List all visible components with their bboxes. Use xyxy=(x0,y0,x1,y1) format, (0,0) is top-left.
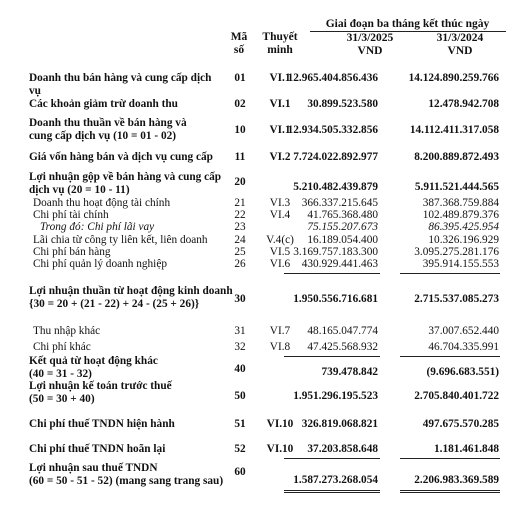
row-value-2024: 37.007.652.440 xyxy=(428,325,499,337)
row-label xyxy=(29,171,229,196)
period-header: Giai đoạn ba tháng kết thúc ngày xyxy=(325,18,490,30)
row-label: Chi phí quản lý doanh nghiệp xyxy=(33,258,167,270)
row-label-line1: Lợi nhuận kế toán trước thuế xyxy=(29,380,172,392)
note-header-line2: minh xyxy=(267,44,293,56)
row-value-2024: 14.112.411.317.058 xyxy=(409,124,499,136)
row-note: VI.7 xyxy=(269,325,291,337)
row-label: Thu nhập khác xyxy=(33,325,101,337)
row-value-2024: 395.914.155.553 xyxy=(422,258,499,270)
row-code: 32 xyxy=(234,341,246,353)
row-value-2024: 10.326.196.929 xyxy=(428,234,499,246)
row-label: Chi phí bán hàng xyxy=(33,246,111,258)
row-code: 23 xyxy=(234,221,246,233)
row-value-2024: 46.704.335.991 xyxy=(428,341,499,353)
row-label xyxy=(29,355,219,380)
row-value-2025: 739.478.842 xyxy=(321,366,378,378)
code-column-header xyxy=(222,31,256,57)
row-label: Các khoản giảm trừ doanh thu xyxy=(29,98,178,110)
row-value-2025: 3.169.757.183.300 xyxy=(293,246,378,258)
row-label: Doanh thu bán hàng và cung cấp dịch vụ xyxy=(29,72,212,97)
row-note: VI.10 xyxy=(266,418,294,430)
row-label: Chi phí tài chính xyxy=(33,209,109,221)
row-value-2024: 497.675.570.285 xyxy=(422,418,499,430)
row-note: VI.10 xyxy=(266,443,294,455)
row-label-line1: Lợi nhuận thuần từ hoạt động kinh doanh xyxy=(29,285,233,297)
currency1-header: VND xyxy=(357,45,383,57)
row-label xyxy=(29,117,219,142)
row-label-line1: Lợi nhuận gộp về bán hàng và cung cấp xyxy=(29,171,222,183)
row-value-2025: 16.189.054.400 xyxy=(307,234,378,246)
row-label: Trong đó: Chi phí lãi vay xyxy=(40,221,155,233)
row-code: 26 xyxy=(234,258,246,270)
row-code: 60 xyxy=(234,466,246,478)
row-value-2025: 1.951.296.195.523 xyxy=(293,390,378,402)
row-label-line1: Lợi nhuận sau thuế TNDN xyxy=(29,462,158,474)
row-value-2025: 41.765.368.480 xyxy=(307,209,378,221)
row-value-2025: 1.950.556.716.681 xyxy=(293,293,378,305)
row-value-2024: 2.715.537.085.273 xyxy=(414,293,499,305)
row-note: VI.5 xyxy=(269,246,291,258)
code-header-line1: Mã xyxy=(230,31,248,43)
row-value-2024: 102.489.879.376 xyxy=(422,209,499,221)
row-value-2025: 12.934.505.332.856 xyxy=(287,124,378,136)
row-label-line2: {30 = 20 + (21 - 22) + 24 - (25 + 26)} xyxy=(29,297,200,310)
total-rule-2024 xyxy=(400,458,500,459)
row-code: 02 xyxy=(234,98,246,110)
date2-header: 31/3/2024 xyxy=(436,32,484,44)
row-value-2025: 48.165.047.774 xyxy=(307,325,378,337)
row-code: 52 xyxy=(234,443,246,455)
row-value-2025: 47.425.568.932 xyxy=(307,341,378,353)
row-code: 20 xyxy=(234,176,246,188)
row-note: VI.4 xyxy=(269,209,291,221)
row-value-2025: 430.929.441.463 xyxy=(301,258,378,270)
row-label: Giá vốn hàng bán và dịch vụ cung cấp xyxy=(29,151,213,163)
row-code: 51 xyxy=(234,418,246,430)
row-value-2024: 2.206.983.369.589 xyxy=(414,474,499,486)
row-value-2024: 387.368.759.884 xyxy=(422,197,499,209)
row-note: VI.2 xyxy=(269,151,291,163)
note-column-header xyxy=(256,31,304,57)
row-note: V.4(c) xyxy=(266,234,294,246)
row-label: Chi phí thuế TNDN hoãn lại xyxy=(29,443,166,455)
row-label xyxy=(29,462,244,487)
row-label: Lãi chia từ công ty liên kết, liên doanh xyxy=(33,234,208,246)
row-value-2025: 5.210.482.439.879 xyxy=(293,181,378,193)
row-note: VI.1 xyxy=(269,72,291,84)
note-header-line1: Thuyết xyxy=(262,31,298,43)
date1-header: 31/3/2025 xyxy=(346,32,394,44)
row-note: VI.6 xyxy=(269,258,291,270)
row-label-line2: cung cấp dịch vụ (10 = 01 - 02) xyxy=(29,129,177,142)
row-value-2025: 1.587.273.268.054 xyxy=(293,474,378,486)
row-code: 25 xyxy=(234,246,246,258)
row-code: 22 xyxy=(234,209,246,221)
row-note: VI.3 xyxy=(269,197,291,209)
row-label: Chi phí thuế TNDN hiện hành xyxy=(29,418,175,430)
row-code: 10 xyxy=(234,124,246,136)
row-label xyxy=(29,285,244,310)
row-value-2025: 326.819.068.821 xyxy=(301,418,378,430)
row-value-2025: 366.337.215.645 xyxy=(301,197,378,209)
subtotal-rule-2024 xyxy=(400,356,500,357)
row-code: 40 xyxy=(234,363,246,375)
row-note: VI.8 xyxy=(269,341,291,353)
subtotal-rule-2025 xyxy=(284,356,380,357)
currency2-header: VND xyxy=(447,45,473,57)
row-value-2025: 37.203.858.648 xyxy=(307,443,378,455)
row-code: 24 xyxy=(234,234,246,246)
row-code: 50 xyxy=(234,390,246,402)
row-code: 01 xyxy=(234,72,246,84)
row-value-2024: (9.696.683.551) xyxy=(426,366,499,378)
row-value-2024: 1.181.461.848 xyxy=(434,443,499,455)
row-value-2025: 12.965.404.856.436 xyxy=(287,72,378,84)
row-value-2024: 12.478.942.708 xyxy=(428,98,499,110)
row-value-2025: 30.899.523.580 xyxy=(307,98,378,110)
row-value-2025: 7.724.022.892.977 xyxy=(293,151,378,163)
row-label-line1: Doanh thu thuần về bán hàng và xyxy=(29,117,187,129)
subtotal-rule-2024 xyxy=(400,273,500,274)
row-value-2024: 5.911.521.444.565 xyxy=(414,181,499,193)
row-note: VI.1 xyxy=(269,98,291,110)
row-code: 11 xyxy=(234,151,246,163)
code-header-line2: số xyxy=(233,44,245,56)
row-label-line2: (40 = 31 - 32) xyxy=(29,367,92,380)
row-label-line2: (60 = 50 - 51 - 52) (mang sang trang sau) xyxy=(29,474,224,487)
row-label-line2: dịch vụ (20 = 10 - 11) xyxy=(29,183,130,196)
row-value-2024: 8.200.889.872.493 xyxy=(414,151,499,163)
row-label: Chi phí khác xyxy=(33,341,91,353)
total-rule-2025 xyxy=(284,458,380,459)
subtotal-rule-2025 xyxy=(284,273,380,274)
final-double-rule-2025-a xyxy=(284,490,380,491)
final-double-rule-2025-b xyxy=(284,492,380,493)
row-label-line2: (50 = 30 + 40) xyxy=(29,392,95,405)
final-double-rule-2024-b xyxy=(400,492,500,493)
row-value-2024: 2.705.840.401.722 xyxy=(414,390,499,402)
row-label xyxy=(29,380,219,405)
row-value-2024: 14.124.890.259.766 xyxy=(408,72,499,84)
row-note: VI.1 xyxy=(269,124,291,136)
row-value-2024: 86.395.425.954 xyxy=(428,221,499,233)
row-code: 21 xyxy=(234,197,246,209)
row-code: 30 xyxy=(234,293,246,305)
row-code: 31 xyxy=(234,325,246,337)
row-value-2025: 75.155.207.673 xyxy=(307,221,378,233)
final-double-rule-2024-a xyxy=(400,490,500,491)
row-label: Doanh thu hoạt động tài chính xyxy=(33,197,171,209)
row-label-line1: Kết quả từ hoạt động khác xyxy=(29,355,158,367)
row-value-2024: 3.095.275.281.176 xyxy=(414,246,499,258)
